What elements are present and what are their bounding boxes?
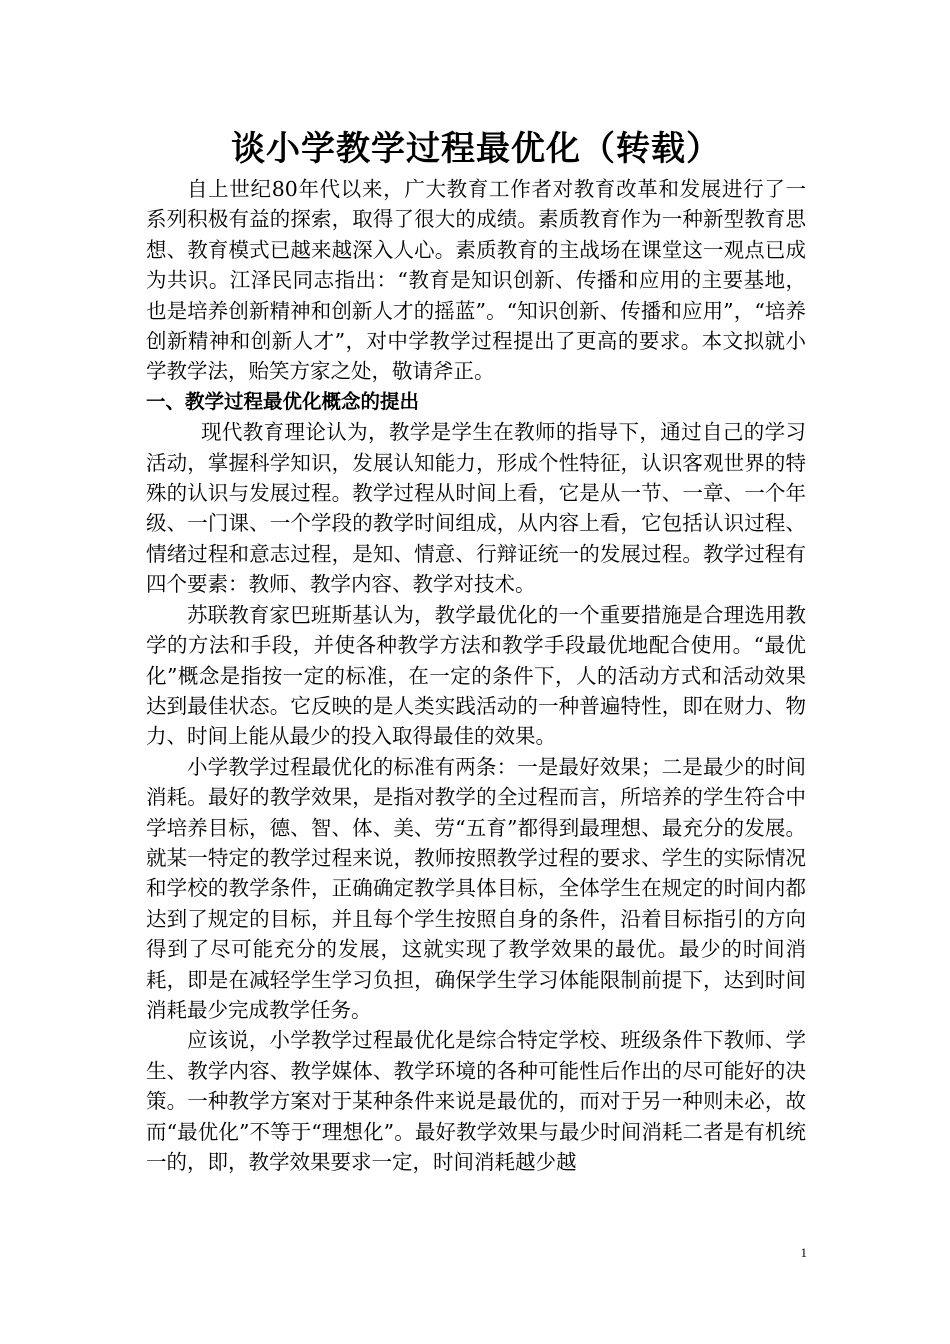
section-paragraph-3: 小学教学过程最优化的标准有两条：一是最好效果；二是最少的时间消耗。最好的教学效果，是指对教学的全过程而言，所培养的学生符合中学培养目标，德、智、体、美、劳“五育”都得到最理想、最充分的发展。就某一特定的教学过程来说，教师按照教学过程的要求、学生的实际情况和学校的教学条件，正确确定教学具体目标，全体学生在规定的时间内都达到了规定的目标，并且每个学生按照自身的条件，沿着目标指引的方向得到了尽可能充分的发展，这就实现了教学效果的最优。最少的时间消耗，即是在减轻学生学习负担，确保学生学习体能限制前提下，达到时间消耗最少完成教学任务。 [146, 754, 806, 1022]
document-page [146, 124, 806, 1177]
intro-paragraph: 自上世纪80年代以来，广大教育工作者对教育改革和发展进行了一系列积极有益的探索，取得了很大的成绩。素质教育作为一种新型教育思想、教育模式已越来越深入人心。素质教育的主战场在课堂这一观点已成为共识。江泽民同志指出：“教育是知识创新、传播和应用的主要基地，也是培养创新精神和创新人才的摇蓝”。“知识创新、传播和应用”，“培养创新精神和创新人才”，对中学教学过程提出了更高的要求。本文拟就小学教学法，贻笑方家之处，敬请斧正。 [146, 177, 806, 384]
section-paragraph-4: 应该说，小学教学过程最优化是综合特定学校、班级条件下教师、学生、教学内容、教学媒体、教学环境的各种可能性后作出的尽可能好的决策。一种教学方案对于某种条件来说是最优的，而对于另一种则未必，故而“最优化”不等于“理想化”。最好教学效果与最少时间消耗二者是有机统一的，即，教学效果要求一定，时间消耗越少越 [146, 1028, 806, 1174]
page-number: 1 [800, 1245, 807, 1260]
section-heading: 一、教学过程最优化概念的提出 [146, 389, 420, 413]
section-paragraph-1: 现代教育理论认为，教学是学生在教师的指导下，通过自己的学习活动，掌握科学知识，发展认知能力，形成个性特征，认识客观世界的特殊的认识与发展过程。教学过程从时间上看，它是从一节、一章、一个年级、一门课、一个学段的教学时间组成，从内容上看，它包括认识过程、情绪过程和意志过程，是知、情意、行辩证统一的发展过程。教学过程有四个要素：教师、教学内容、教学对技术。 [146, 420, 806, 597]
section-paragraph-2: 苏联教育家巴班斯基认为，教学最优化的一个重要措施是合理选用教学的方法和手段，并使各种教学方法和教学手段最优地配合使用。“最优化”概念是指按一定的标准，在一定的条件下，人的活动方式和活动效果达到最佳状态。它反映的是人类实践活动的一种普遍特性，即在财力、物力、时间上能从最少的投入取得最佳的效果。 [146, 602, 806, 749]
document-title: 谈小学教学过程最优化（转载） [231, 129, 721, 169]
